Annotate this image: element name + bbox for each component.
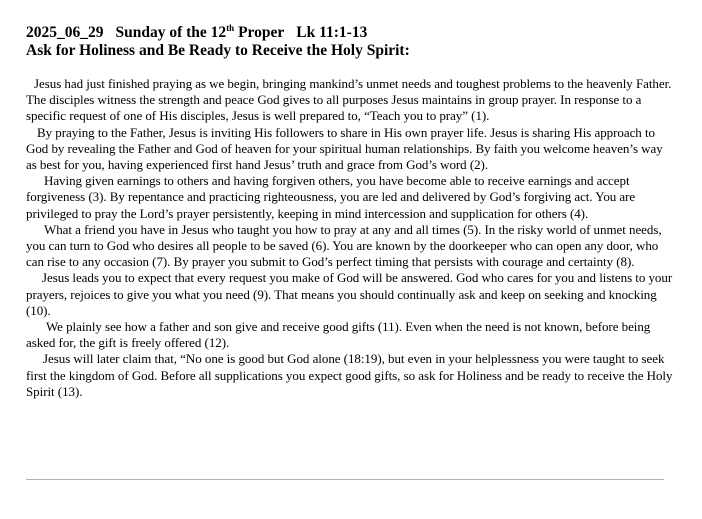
paragraph-3: Having given earnings to others and having forgiven others, you have become able to receive earnings and accept forgiveness (3). By repentance and practicing righteousness, you are led and delivered by God’s forgiving act. You are privileged to pray the Lord’s prayer persistently, keeping in mind intercession and supplication for others (4). [26,173,636,221]
ordinal-suffix: th [226,23,235,33]
document-page [26,24,674,400]
paragraph-6: We plainly see how a father and son give and receive good gifts (11). Even when the need is not known, before being asked for, the gift is freely offered (12). [26,319,651,351]
document-body [26,76,674,400]
paragraph-4: What a friend you have in Jesus who taught you how to pray at any and all times (5). In the risky world of unmet needs, you can turn to God who desires all people to be saved (6). You are known by the doorkeeper who can open any door, who can rise to any occasion (7). By prayer you submit to God’s perfect timing that persists with courage and certainty (8). [26,221,662,270]
document-header-line [26,24,674,42]
scripture-reference: Lk 11:1-13 [296,24,368,41]
sunday-name-prefix: Sunday of the 12 [115,24,227,41]
paragraph-2: By praying to the Father, Jesus is inviting His followers to share in His own prayer life. Jesus is sharing His approach to God by revealing the Father and God of heaven for your spiritual human relationships. By faith you welcome heaven’s way as best for you, having experienced first hand Jesus’ truth and grace from God’s word (2). [26,124,663,173]
document-title: Ask for Holiness and Be Ready to Receive the Holy Spirit: [26,42,410,59]
paragraph-5: Jesus leads you to expect that every request you make of God will be answered. God who cares for you and listens to your prayers, rejoices to give you what you need (9). That means you should continually ask and keep on seeking and knocking (10). [26,270,673,318]
sunday-name-suffix: Proper [234,24,285,41]
bottom-divider [26,479,664,480]
document-date: 2025_06_29 [26,24,104,41]
paragraph-7: Jesus will later claim that, “No one is good but God alone (18:19), but even in your helplessness you were taught to seek first the kingdom of God. Before all supplications you expect good gifts, so ask for Holiness and be ready to receive the Holy Spirit (13). [26,351,673,399]
sunday-name [116,24,285,41]
paragraph-1: Jesus had just finished praying as we begin, bringing mankind’s unmet needs and toughest problems to the heavenly Father. The disciples witness the strength and peace God gives to all purposes Jesus maintains in group prayer. In response to a specific request of one of His disciples, Jesus is well prepared to, “Teach you to pray” (1). [26,76,672,124]
